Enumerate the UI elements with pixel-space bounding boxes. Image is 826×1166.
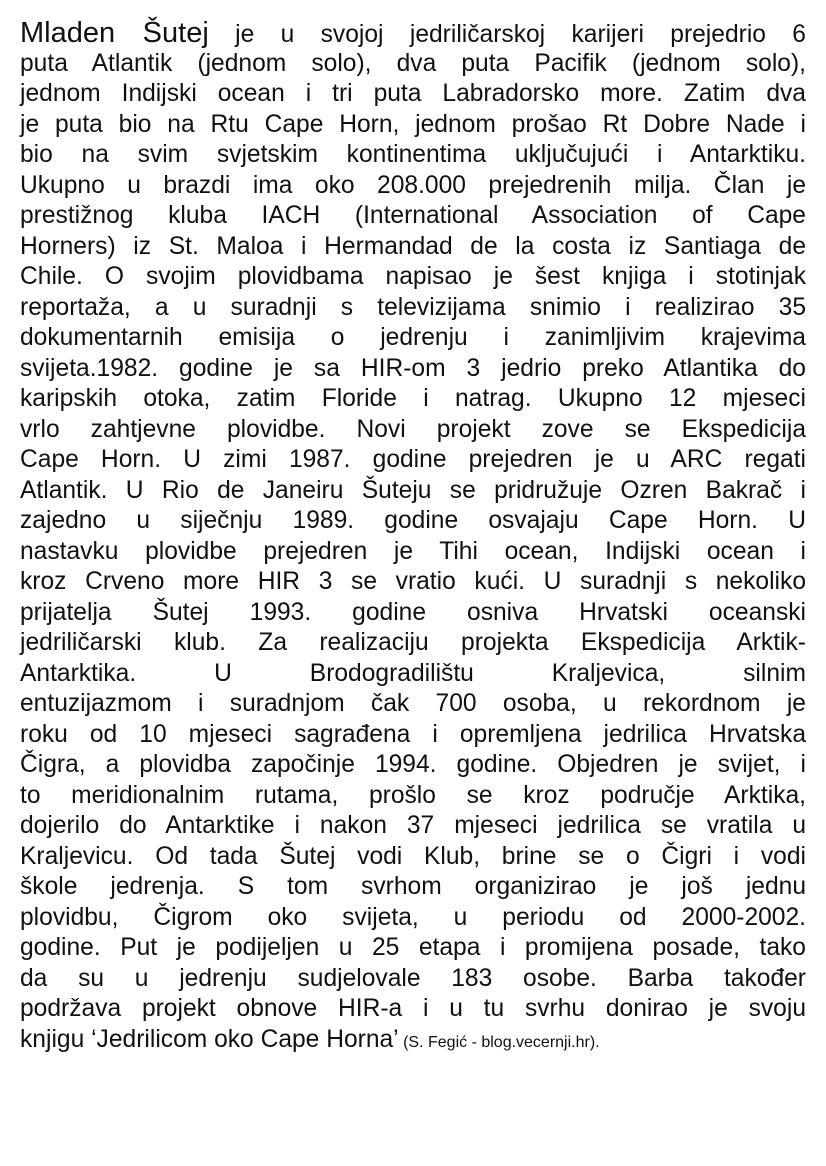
text-line: dokumentarnih emisija o jedrenju i zanimljivim krajevima [20,324,806,351]
text-line: Atlantik. U Rio de Janeiru Šuteju se pridružuje Ozren Bakrač i [20,476,806,504]
text-line: plovidbu, Čigrom oko svijeta, u periodu od 2000-2002. [20,903,806,931]
text-line: puta Atlantik (jednom solo), dva puta Pacifik (jednom solo), [20,49,806,77]
text-line: entuzijazmom i suradnjom čak 700 osoba, u rekordnom je [20,690,806,717]
text-line: prijatelja Šutej 1993. godine osniva Hrvatski oceanski [20,598,806,626]
text-line: karipskih otoka, zatim Floride i natrag. Ukupno 12 mjeseci [20,385,806,412]
text-line: Chile. O svojim plovidbama napisao je šest knjiga i stotinjak [20,263,806,290]
text-line: roku od 10 mjeseci sagrađena i opremljena jedrilica Hrvatska [20,720,806,748]
author-name: Mladen Šutej [20,17,209,49]
text-line: svijeta.1982. godine je sa HIR-om 3 jedrio preko Atlantika do [20,354,806,382]
text-line: Čigra, a plovidba započinje 1994. godine. Objedren je svijet, i [20,751,806,778]
text-line: jedriličarski klub. Za realizaciju projekta Ekspedicija Arktik- [20,629,806,656]
text-line: godine. Put je podijeljen u 25 etapa i promijena posade, tako [20,934,806,961]
text-line: dojerilo do Antarktike i nakon 37 mjeseci jedrilica se vratila u [20,812,806,839]
source-citation: (S. Fegić - blog.vecernji.hr). [398,1033,600,1051]
text-line: je puta bio na Rtu Cape Horn, jednom prošao Rt Dobre Nade i [20,110,806,138]
text-line: da su u jedrenju sudjelovale 183 osobe. Barba također [20,964,806,992]
text-line: Ukupno u brazdi ima oko 208.000 prejedrenih milja. Član je [20,171,806,199]
text-line: jednom Indijski ocean i tri puta Labradorsko more. Zatim dva [20,80,806,107]
text-line: prestižnog kluba IACH (International Association of Cape [20,202,806,229]
text-line: vrlo zahtjevne plovidbe. Novi projekt zove se Ekspedicija [20,415,806,443]
text-line: Cape Horn. U zimi 1987. godine prejedren je u ARC regati [20,446,806,473]
text-line: Mladen Šutej je u svojoj jedriličarskoj karijeri prejedrio 6 [20,17,806,49]
text-line: Kraljevicu. Od tada Šutej vodi Klub, brine se o Čigri i vodi [20,842,806,870]
text-line: nastavku plovidbe prejedren je Tihi ocean, Indijski ocean i [20,537,806,565]
text-line: bio na svim svjetskim kontinentima uključujući i Antarktiku. [20,141,806,168]
text-line: zajedno u siječnju 1989. godine osvajaju Cape Horn. U [20,507,806,534]
text-line: podržava projekt obnove HIR-a i u tu svrhu donirao je svoju [20,995,806,1022]
text-line: kroz Crveno more HIR 3 se vratio kući. U suradnji s nekoliko [20,568,806,595]
text-line: to meridionalnim rutama, prošlo se kroz područje Arktika, [20,781,806,809]
text-line: Antarktika. U Brodogradilištu Kraljevica, silnim [20,659,806,687]
text-line: knjigu ‘Jedrilicom oko Cape Horna’ (S. Fegić - blog.vecernji.hr). [20,1025,600,1053]
text-line: škole jedrenja. S tom svrhom organizirao je još jednu [20,873,806,900]
text-line: reportaža, a u suradnji s televizijama snimio i realizirao 35 [20,293,806,321]
article-body [20,18,806,1055]
text-line: Horners) iz St. Maloa i Hermandad de la costa iz Santiaga de [20,232,806,260]
